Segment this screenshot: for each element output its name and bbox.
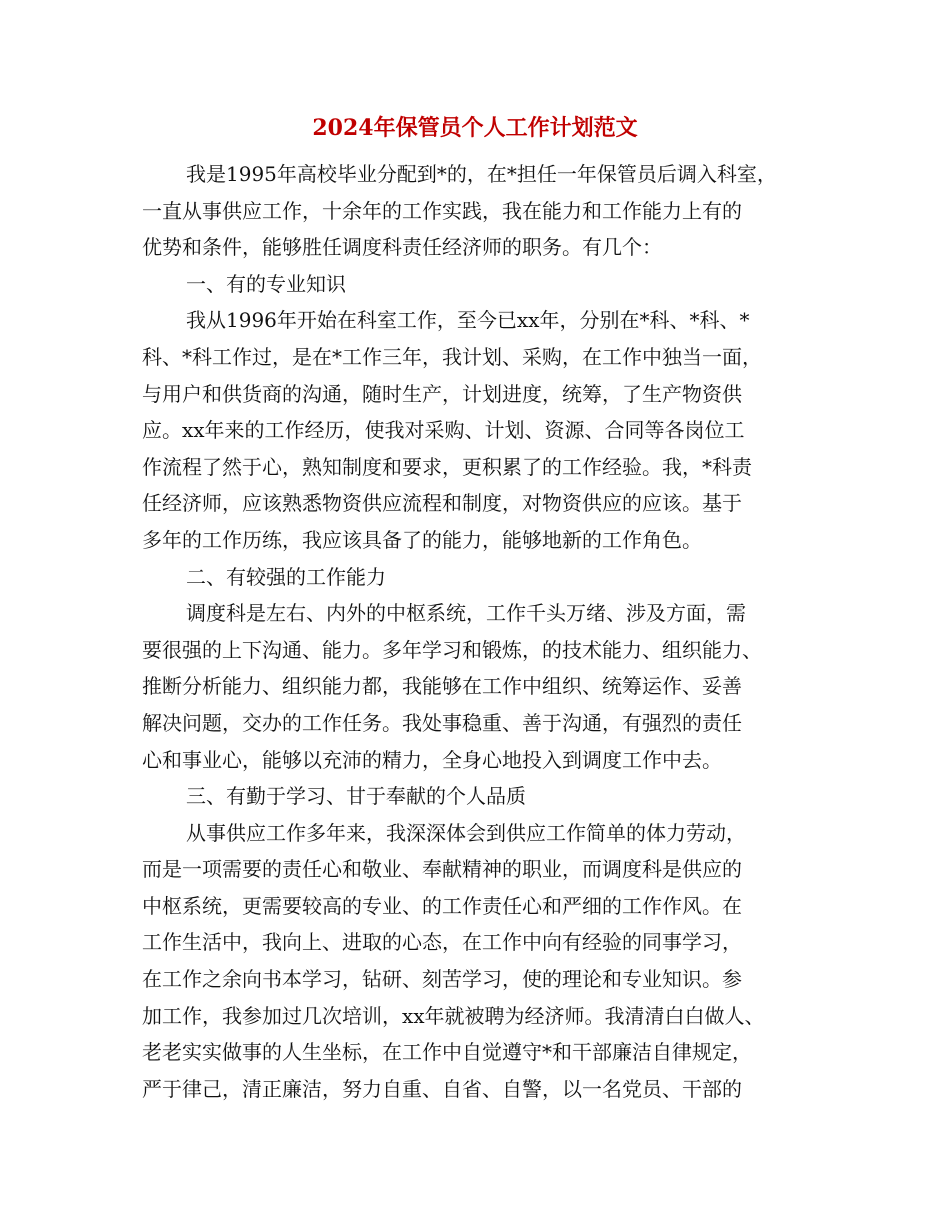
paragraph-line: 而是一项需要的责任心和敬业、奉献精神的职业，而调度科是供应的 bbox=[142, 857, 742, 882]
paragraph-line: 推断分析能力、组织能力都，我能够在工作中组织、统筹运作、妥善 bbox=[142, 674, 742, 699]
paragraph-line: 解决问题，交办的工作任务。我处事稳重、善于沟通，有强烈的责任 bbox=[142, 710, 742, 735]
paragraph-line: 从事供应工作多年来，我深深体会到供应工作简单的体力劳动， bbox=[186, 820, 746, 845]
paragraph-line: 老老实实做事的人生坐标，在工作中自觉遵守*和干部廉洁自律规定， bbox=[142, 1040, 752, 1065]
paragraph-line: 要很强的上下沟通、能力。多年学习和锻炼，的技术能力、组织能力、 bbox=[142, 637, 762, 662]
paragraph-line: 中枢系统，更需要较高的专业、的工作责任心和严细的工作作风。在 bbox=[142, 893, 742, 918]
paragraph-line: 优势和条件，能够胜任调度科责任经济师的职务。有几个： bbox=[142, 235, 662, 260]
paragraph-line: 应。xx年来的工作经历，使我对采购、计划、资源、合同等各岗位工 bbox=[142, 418, 745, 443]
paragraph-line: 工作生活中，我向上、进取的心态，在工作中向有经验的同事学习， bbox=[142, 930, 742, 955]
paragraph-line: 科、*科工作过，是在*工作三年，我计划、采购，在工作中独当一面， bbox=[142, 344, 762, 369]
section-heading: 二、有较强的工作能力 bbox=[186, 564, 386, 589]
paragraph-line: 一直从事供应工作，十余年的工作实践，我在能力和工作能力上有的 bbox=[142, 198, 742, 223]
document-title: 2024年保管员个人工作计划范文 bbox=[312, 115, 638, 141]
paragraph-line: 作流程了然于心，熟知制度和要求，更积累了的工作经验。我，*科责 bbox=[142, 454, 752, 479]
section-heading: 三、有勤于学习、甘于奉献的个人品质 bbox=[186, 784, 526, 809]
paragraph-line: 调度科是左右、内外的中枢系统，工作千头万绪、涉及方面，需 bbox=[186, 601, 746, 626]
paragraph-line: 心和事业心，能够以充沛的精力，全身心地投入到调度工作中去。 bbox=[142, 747, 722, 772]
paragraph-line: 加工作，我参加过几次培训，xx年就被聘为经济师。我清清白白做人、 bbox=[142, 1003, 765, 1028]
paragraph-line: 我从1996年开始在科室工作，至今已xx年，分别在*科、*科、* bbox=[186, 308, 750, 333]
paragraph-line: 任经济师，应该熟悉物资供应流程和制度，对物资供应的应该。基于 bbox=[142, 491, 742, 516]
paragraph-line: 我是1995年高校毕业分配到*的，在*担任一年保管员后调入科室， bbox=[186, 162, 777, 186]
paragraph-line: 多年的工作历练，我应该具备了的能力，能够地新的工作角色。 bbox=[142, 527, 702, 552]
document-body bbox=[142, 156, 822, 1107]
section-heading: 一、有的专业知识 bbox=[186, 271, 346, 296]
paragraph-line: 在工作之余向书本学习，钻研、刻苦学习，使的理论和专业知识。参 bbox=[142, 967, 742, 992]
paragraph-line: 与用户和供货商的沟通，随时生产，计划进度，统筹，了生产物资供 bbox=[142, 381, 742, 406]
paragraph-line: 严于律己，清正廉洁，努力自重、自省、自警，以一名党员、干部的 bbox=[142, 1076, 742, 1101]
